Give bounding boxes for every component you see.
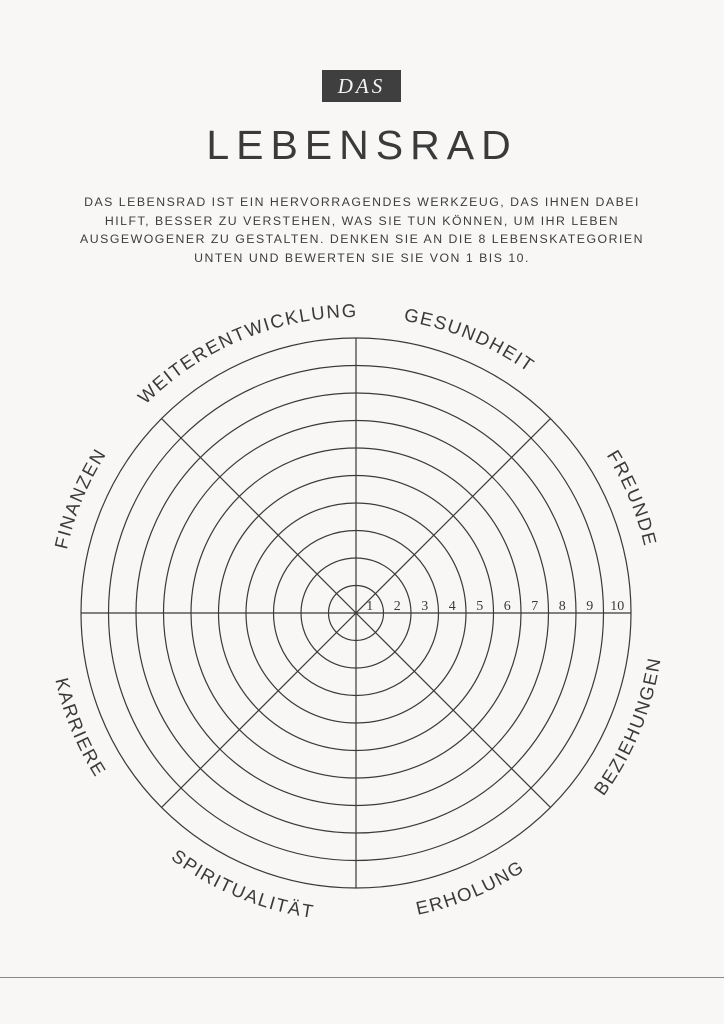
scale-label: 10 bbox=[610, 599, 625, 614]
scale-label: 6 bbox=[503, 599, 511, 614]
category-label: BEZIEHUNGEN bbox=[589, 655, 665, 799]
category-label: FREUNDE bbox=[602, 446, 662, 549]
scale-label: 9 bbox=[586, 599, 594, 614]
category-label: WEITERENTWICKLUNG bbox=[133, 299, 358, 408]
category-label: ERHOLUNG bbox=[413, 855, 528, 919]
category-label: SPIRITUALITÄT bbox=[167, 845, 317, 923]
scale-label: 1 bbox=[366, 599, 374, 614]
scale-label: 3 bbox=[421, 599, 429, 614]
category-label: GESUNDHEIT bbox=[402, 303, 539, 377]
intro-text: DAS LEBENSRAD IST EIN HERVORRAGENDES WERKZEUG, DAS IHNEN DABEI HILFT, BESSER ZU VERSTEHEN, WAS SIE TUN KÖNNEN, UM IHR LEBEN AUSGEWOGENER ZU GESTALTEN. DENKEN SIE AN DIE 8 LEBENSKATEGORIEN UNTEN UND BEWERTEN SIE SIE VON 1 BIS 10. bbox=[80, 195, 644, 265]
scale-label: 4 bbox=[448, 599, 456, 614]
category-label: KARRIERE bbox=[51, 675, 111, 781]
scale-label: 7 bbox=[531, 599, 539, 614]
scale-label: 5 bbox=[476, 599, 484, 614]
page-title: LEBENSRAD bbox=[206, 122, 518, 168]
scale-label: 2 bbox=[393, 599, 401, 614]
scale-label: 8 bbox=[558, 599, 566, 614]
category-label: FINANZEN bbox=[50, 444, 111, 551]
das-badge: DAS bbox=[322, 70, 401, 102]
bottom-divider bbox=[0, 977, 724, 978]
